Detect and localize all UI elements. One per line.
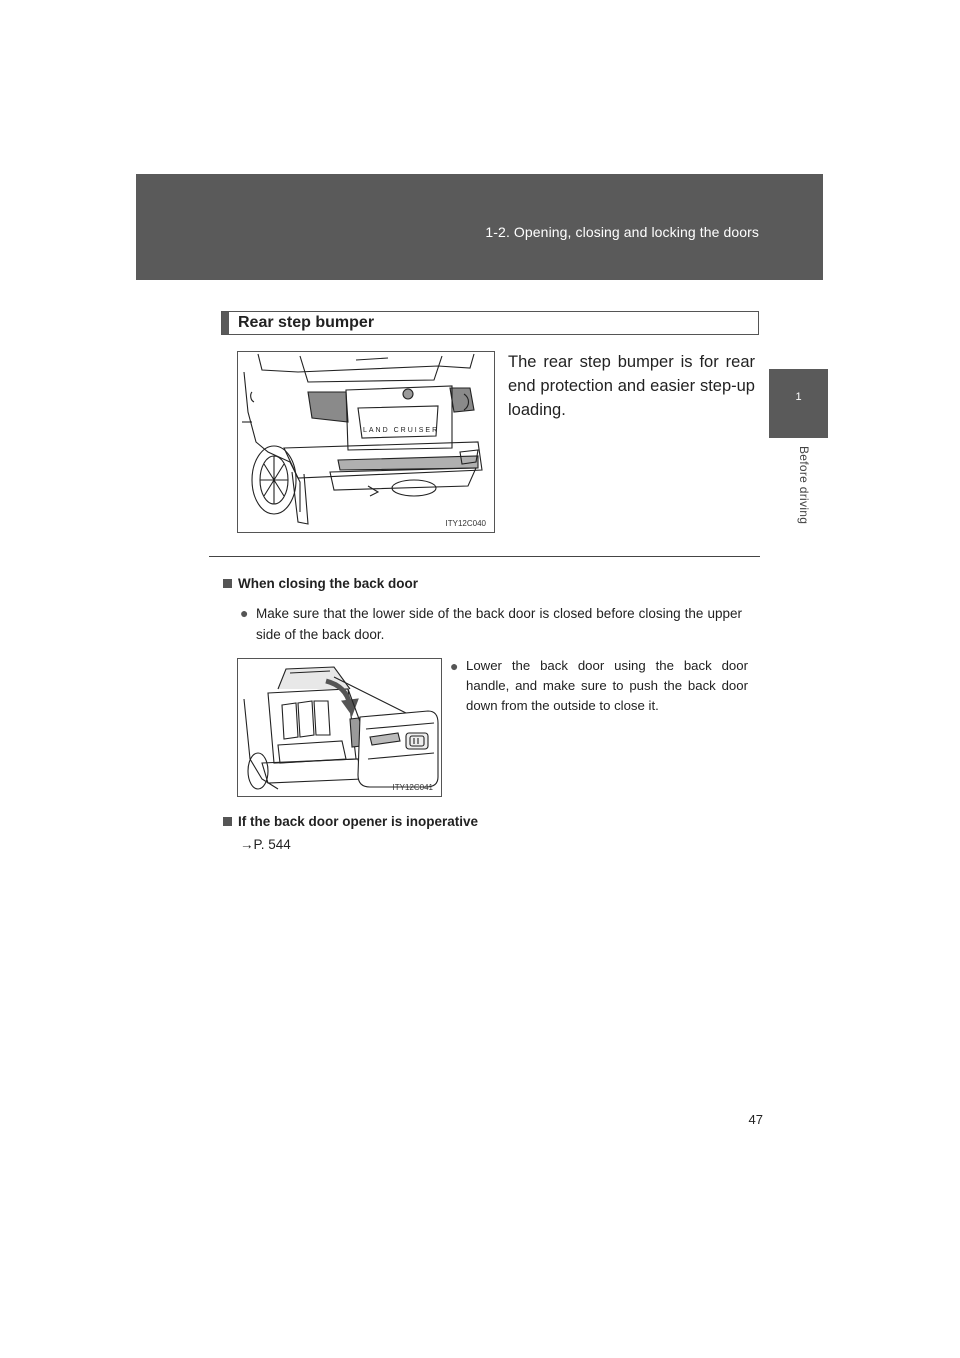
note-bullet-text: Lower the back door using the back door handle, and make sure to push the back door down from the outside to close it. xyxy=(466,658,748,713)
section-divider xyxy=(209,556,760,557)
chapter-label: Before driving xyxy=(797,446,811,525)
header-section-title: 1-2. Opening, closing and locking the doors xyxy=(485,224,759,240)
chapter-tab[interactable] xyxy=(769,369,828,438)
figure-code: ITY12C041 xyxy=(392,783,433,792)
note-bullet xyxy=(450,656,748,716)
vehicle-rear-drawing xyxy=(238,352,494,532)
note-heading-text: If the back door opener is inoperative xyxy=(238,814,479,829)
section-heading-bar xyxy=(222,312,229,334)
back-door-drawing xyxy=(238,659,441,796)
note-heading-text: When closing the back door xyxy=(238,576,419,591)
arrow-icon: → xyxy=(240,837,254,852)
page-number: 47 xyxy=(748,1112,763,1127)
note-heading-opener xyxy=(223,814,478,829)
square-bullet-icon xyxy=(223,817,232,826)
round-bullet-icon: ● xyxy=(240,605,249,621)
round-bullet-icon: ● xyxy=(450,658,459,674)
back-door-closing-illustration xyxy=(237,658,442,797)
note-heading-closing xyxy=(223,576,418,591)
note-bullet-text: Make sure that the lower side of the back door is closed before closing the upper side of the back door. xyxy=(256,606,742,642)
page-reference-link[interactable] xyxy=(240,837,291,852)
square-bullet-icon xyxy=(223,579,232,588)
section-heading-box xyxy=(221,311,759,335)
section-title: Rear step bumper xyxy=(238,314,375,331)
license-plate-text: LAND CRUISER xyxy=(363,427,440,434)
chapter-number: 1 xyxy=(795,391,802,403)
rear-step-bumper-illustration xyxy=(237,351,495,533)
figure-code: ITY12C040 xyxy=(445,519,486,528)
rear-step-description: The rear step bumper is for rear end protection and easier step-up loading. xyxy=(508,353,755,419)
note-bullet xyxy=(240,603,742,645)
page-reference-text: P. 544 xyxy=(253,837,291,852)
header-band xyxy=(136,174,823,280)
